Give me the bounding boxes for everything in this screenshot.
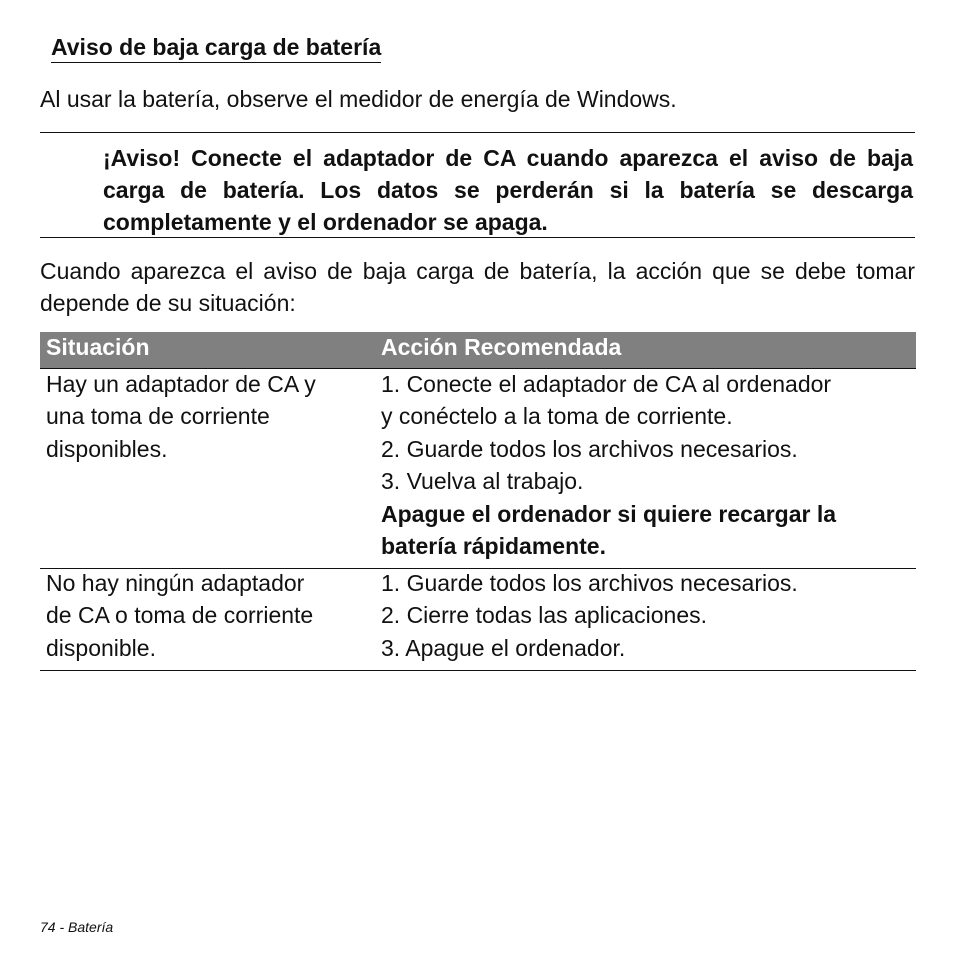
action-cell: [381, 567, 911, 664]
action-line: 1. Guarde todos los archivos necesarios.: [381, 570, 798, 596]
section-heading: Aviso de baja carga de batería: [51, 32, 381, 63]
situation-line: disponibles.: [46, 435, 168, 462]
situation-line: disponible.: [46, 634, 156, 661]
action-line: 2. Guarde todos los archivos necesarios.: [381, 435, 798, 462]
intro-text: Al usar la batería, observe el medidor de energía de Windows.: [40, 86, 677, 112]
table-header: [40, 332, 916, 369]
action-note-line: batería rápidamente.: [381, 533, 606, 560]
action-note-line: Apague el ordenador si quiere recargar la: [381, 500, 837, 527]
page-footer: 74 - Batería: [40, 919, 114, 935]
action-line: 2. Cierre todas las aplicaciones.: [381, 602, 707, 629]
warning-text: ¡Aviso! Conecte el adaptador de CA cuando aparezca el aviso de baja carga de batería. Los datos se perderán si la batería se descarga completamente y el ordenador se apaga.: [103, 145, 913, 235]
header-situation: Situación: [46, 334, 150, 360]
warning-box: [40, 132, 915, 238]
situation-line: una toma de corriente: [46, 403, 270, 430]
action-line: y conéctelo a la toma de corriente.: [381, 403, 733, 430]
situation-cell: [46, 567, 366, 664]
action-line: 3. Vuelva al trabajo.: [381, 468, 584, 495]
situation-line: Hay un adaptador de CA y: [46, 371, 316, 397]
header-action: Acción Recomendada: [381, 334, 622, 360]
table-row: [40, 369, 916, 569]
action-cell: [381, 368, 911, 562]
recommendation-table: [40, 332, 916, 671]
situation-line: No hay ningún adaptador: [46, 570, 305, 596]
action-line: 1. Conecte el adaptador de CA al ordenador: [381, 371, 832, 397]
situation-paragraph: Cuando aparezca el aviso de baja carga de batería, la acción que se debe tomar depende de su situación:: [40, 258, 915, 316]
situation-line: de CA o toma de corriente: [46, 602, 314, 629]
situation-cell: [46, 368, 366, 465]
table-row: [40, 569, 916, 671]
action-line: 3. Apague el ordenador.: [381, 634, 626, 661]
